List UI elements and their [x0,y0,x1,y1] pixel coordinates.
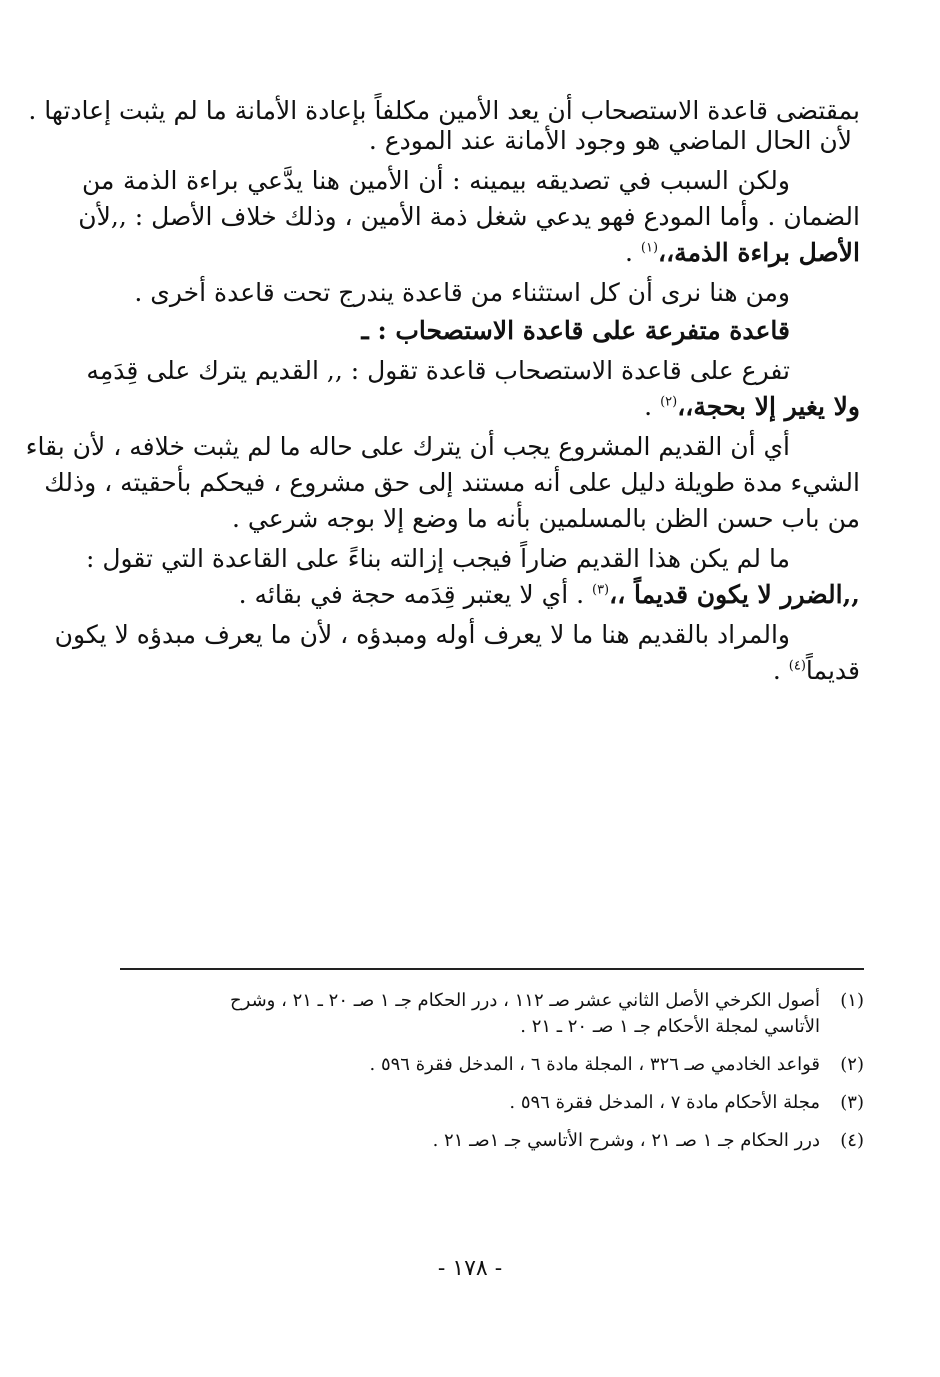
footnote-line: قواعد الخادمي صـ ٣٢٦ ، المجلة مادة ٦ ، المدخل فقرة ٥٩٦ . [369,1054,820,1076]
section-heading: قاعدة متفرعة على قاعدة الاستصحاب : ـ [361,316,790,345]
text-line: ومن هنا نرى أن كل استثناء من قاعدة يندرج تحت قاعدة أخرى . [134,278,790,307]
line-tail: . أي لا يعتبر قِدَمه حجة في بقائه . [238,580,592,609]
paragraph [82,356,860,422]
footnote-line: أصول الكرخي الأصل الثاني عشر صـ ١١٢ ، درر الحكام جـ ١ صـ ٢٠ ـ ٢١ ، وشرح [230,990,820,1011]
text-line: بمقتضى قاعدة الاستصحاب أن يعد الأمين مكلفاً بإعادة الأمانة ما لم يثبت إعادتها . [28,96,860,125]
text-line: من باب حسن الظن بالمسلمين بأنه ما وضع إلا بوجه شرعي . [231,504,860,533]
paragraph [54,620,860,686]
footnote-item [120,1128,864,1154]
line-tail: . [625,238,641,267]
line-tail: . [644,392,661,421]
footnote-text [120,1090,820,1116]
footnote-line: مجلة الأحكام مادة ٧ ، المدخل فقرة ٥٩٦ . [509,1092,820,1114]
paragraph [28,96,860,156]
section-heading-block [82,316,860,346]
footnote-text [120,988,820,1040]
footnote-ref: (١) [640,240,659,256]
text-line: ما لم يكن هذا القديم ضاراً فيجب إزالته بناءً على القاعدة التي تقول : [85,544,790,573]
footnote-line: الأتاسي لمجلة الأحكام جـ ١ صـ ٢٠ ـ ٢١ . [520,1016,820,1038]
footnote-text [120,1052,820,1078]
text-line-bold [82,392,860,422]
footnote-number: (٤) [840,1130,864,1152]
text-line [82,656,860,686]
text-line: الضمان . وأما المودع فهو يدعي شغل ذمة الأمين ، وذلك خلاف الأصل : ,,لأن [78,202,860,231]
text-line: أي أن القديم المشروع يجب أن يترك على حاله ما لم يثبت خلافه ، لأن بقاء [25,432,790,461]
text-line-bold [82,580,860,610]
page-number: - ١٧٨ - [437,1256,503,1281]
footnote-ref: (٤) [788,658,806,674]
text-line-bold [82,238,860,268]
footnote-item [120,1052,864,1078]
text-line: لأن الحال الماضي هو وجود الأمانة عند المودع . [368,126,852,155]
footnote-line: درر الحكام جـ ١ صـ ٢١ ، وشرح الأتاسي جـ ١صـ ٢١ . [432,1130,820,1152]
footnote-ref: (٣) [591,582,610,598]
footnote-number: (٢) [840,1054,864,1076]
footnote-number: (٣) [840,1092,864,1114]
text-line: والمراد بالقديم هنا ما لا يعرف أوله ومبدؤه ، لأن ما يعرف مبدؤه لا يكون [54,620,790,649]
line-tail: . [772,656,789,685]
line-word: قديماً [805,656,860,685]
main-text [25,96,860,686]
footnote-item [120,988,864,1040]
footnote-ref: (٢) [660,394,678,410]
footnote-text [120,1128,820,1154]
text-line: الشيء مدة طويلة دليل على أنه مستند إلى حق مشروع ، فيحكم بأحقيته ، وذلك [44,468,860,497]
paragraph [82,278,860,308]
paragraph [82,544,860,610]
footnote-item [120,1090,864,1116]
footnotes [120,968,864,1166]
paragraph [78,166,860,268]
bold-phrase: الأصل براءة الذمة،، [658,238,860,267]
paragraph [25,432,860,534]
bold-phrase: ولا يغير إلا بحجة،، [677,392,860,421]
text-line: ولكن السبب في تصديقه بيمينه : أن الأمين هنا يدَّعي براءة الذمة من [82,166,790,195]
text-line: تفرع على قاعدة الاستصحاب قاعدة تقول : ,, القديم يترك على قِدَمِه [86,356,790,385]
bold-phrase: ,,الضرر لا يكون قديماً ،، [609,580,860,609]
footnote-number: (١) [840,990,864,1011]
